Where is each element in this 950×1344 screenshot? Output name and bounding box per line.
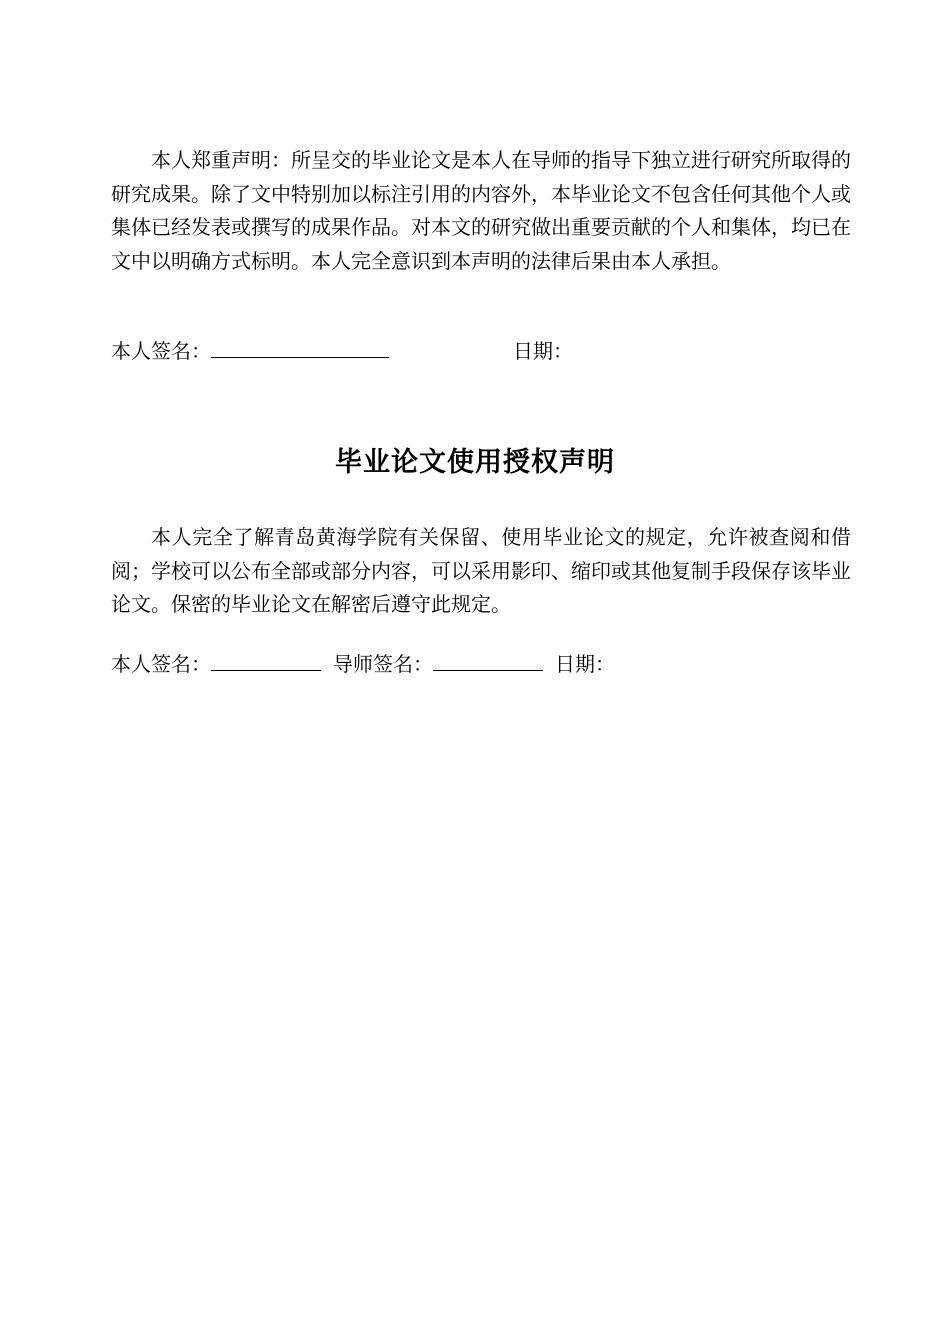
authorization-title: 毕业论文使用授权声明: [335, 447, 615, 478]
advisor-signature-label: 导师签名：: [333, 652, 433, 676]
originality-declaration-paragraph: 本人郑重声明：所呈交的毕业论文是本人在导师的指导下独立进行研究所取得的研究成果。除了文中特别加以标注引用的内容外，本毕业论文不包含任何其他个人或集体已经发表或撰写的成果作品。对本文的研究做出重要贡献的个人和集体，均已在文中以明确方式标明。本人完全意识到本声明的法律后果由本人承担。: [111, 148, 851, 273]
author-signature-blank: [211, 339, 389, 358]
authorization-signature-row: [111, 650, 851, 678]
date-label: 日期：: [513, 339, 573, 363]
declaration-signature-row: [111, 337, 851, 365]
author-signature-blank: [211, 652, 321, 671]
author-signature-label: 本人签名：: [111, 652, 211, 676]
advisor-signature-blank: [433, 652, 543, 671]
date-label: 日期：: [555, 652, 615, 676]
author-signature-label: 本人签名：: [111, 339, 211, 363]
authorization-paragraph: 本人完全了解青岛黄海学院有关保留、使用毕业论文的规定，允许被查阅和借阅；学校可以公布全部或部分内容，可以采用影印、缩印或其他复制手段保存该毕业论文。保密的毕业论文在解密后遵守此规定。: [111, 525, 851, 616]
